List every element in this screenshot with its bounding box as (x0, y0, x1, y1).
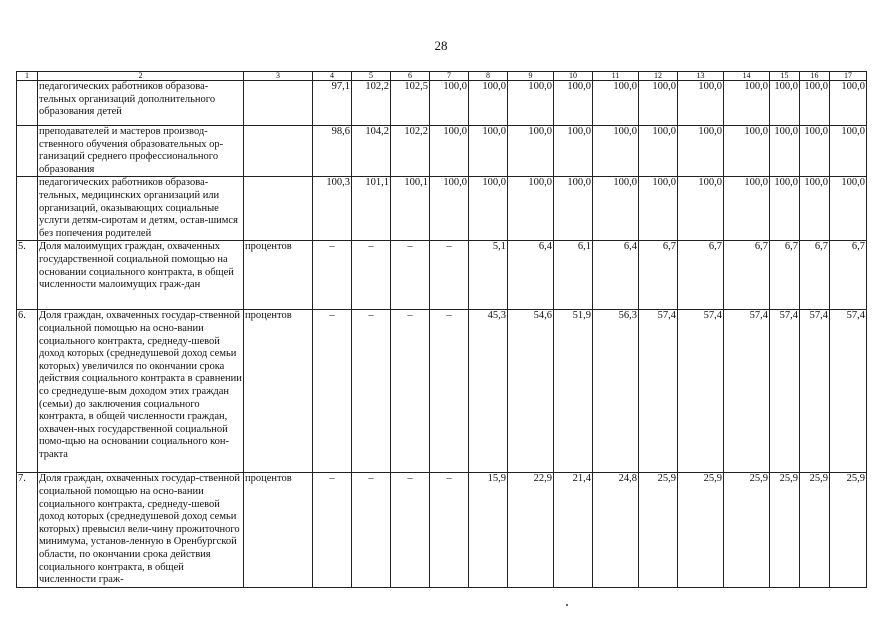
value-cell: 25,9 (770, 473, 800, 587)
value-cell: 100,0 (508, 81, 554, 126)
row-index (17, 126, 38, 177)
value-cell: 100,0 (554, 81, 593, 126)
header-cell: 4 (313, 72, 352, 81)
value-cell: 25,9 (830, 473, 867, 587)
value-cell: 100,0 (639, 177, 678, 241)
header-cell: 11 (593, 72, 639, 81)
value-cell: 25,9 (724, 473, 770, 587)
value-cell: 100,0 (554, 126, 593, 177)
value-cell: 100,0 (469, 177, 508, 241)
value-cell: 57,4 (724, 310, 770, 473)
value-cell: 100,0 (800, 126, 830, 177)
value-cell: 102,5 (391, 81, 430, 126)
header-cell: 3 (244, 72, 313, 81)
unit-cell: процентов (244, 473, 313, 587)
indicator-name: педагогических работников образова-тельных, медицинских организаций или организаций, оказывающих социальные услуги детям-сиротам и детям, остав-шимся без попечения родителей (38, 177, 244, 241)
value-cell: 100,0 (724, 126, 770, 177)
value-cell: 100,0 (639, 81, 678, 126)
indicator-name: Доля граждан, охваченных государ-ственной социальной помощью на осно-вании социального контракта, среднеду-шевой доход которых (среднедушевой доход семьи которых) увеличился по окончании срока действия социального контракта в сравнении со среднедуше-вым доходом этих граждан (семьи) до заключения социального контракта, в общей численности граждан, охвачен-ных государственной социальной помо-щью на основании социального кон-тракта (38, 310, 244, 473)
value-cell: 100,0 (593, 177, 639, 241)
value-cell: 100,0 (593, 81, 639, 126)
value-cell: 57,4 (770, 310, 800, 473)
value-cell: – (313, 310, 352, 473)
unit-cell: процентов (244, 241, 313, 310)
value-cell: 25,9 (639, 473, 678, 587)
indicator-name: Доля граждан, охваченных государ-ственной социальной помощью на осно-вании социального контракта, среднеду-шевой доход которых (среднедушевой доход семьи которых) превысил вели-чину прожиточного минимума, установ-ленную в Оренбургской области, по окончании срока действия социального контракта, в общей численности граж- (38, 473, 244, 587)
table-row (17, 126, 867, 177)
table-row (17, 81, 867, 126)
value-cell: 100,0 (678, 177, 724, 241)
value-cell: – (391, 310, 430, 473)
value-cell: 56,3 (593, 310, 639, 473)
value-cell: 100,0 (469, 126, 508, 177)
value-cell: 100,0 (770, 81, 800, 126)
header-cell: 14 (724, 72, 770, 81)
value-cell: 21,4 (554, 473, 593, 587)
value-cell: 51,9 (554, 310, 593, 473)
value-cell: 102,2 (352, 81, 391, 126)
value-cell: – (352, 473, 391, 587)
value-cell: 57,4 (830, 310, 867, 473)
value-cell: 102,2 (391, 126, 430, 177)
value-cell: 100,0 (830, 126, 867, 177)
header-cell: 7 (430, 72, 469, 81)
row-index: 5. (17, 241, 38, 310)
value-cell: 100,0 (430, 177, 469, 241)
value-cell: 98,6 (313, 126, 352, 177)
value-cell: – (391, 241, 430, 310)
row-index (17, 177, 38, 241)
indicator-name: преподавателей и мастеров производ-ственного обучения образовательных ор-ганизаций среднего профессионального образования (38, 126, 244, 177)
value-cell: 100,0 (800, 177, 830, 241)
unit-cell (244, 81, 313, 126)
unit-cell (244, 126, 313, 177)
table-row (17, 310, 867, 473)
value-cell: 6,7 (830, 241, 867, 310)
value-cell: 104,2 (352, 126, 391, 177)
value-cell: 100,0 (770, 126, 800, 177)
value-cell: 100,0 (830, 81, 867, 126)
value-cell: 6,4 (508, 241, 554, 310)
value-cell: 100,0 (593, 126, 639, 177)
value-cell: 100,0 (724, 177, 770, 241)
header-cell: 17 (830, 72, 867, 81)
value-cell: 100,0 (724, 81, 770, 126)
value-cell: 25,9 (678, 473, 724, 587)
value-cell: 25,9 (800, 473, 830, 587)
value-cell: 15,9 (469, 473, 508, 587)
value-cell: 100,0 (678, 126, 724, 177)
value-cell: – (352, 310, 391, 473)
value-cell: 100,0 (770, 177, 800, 241)
value-cell: – (313, 473, 352, 587)
value-cell: 100,0 (639, 126, 678, 177)
header-cell: 15 (770, 72, 800, 81)
value-cell: 100,0 (554, 177, 593, 241)
value-cell: 24,8 (593, 473, 639, 587)
stray-mark (566, 604, 568, 606)
value-cell: 100,3 (313, 177, 352, 241)
header-cell: 13 (678, 72, 724, 81)
row-index: 6. (17, 310, 38, 473)
table-row (17, 177, 867, 241)
header-cell: 6 (391, 72, 430, 81)
indicator-name: Доля малоимущих граждан, охваченных государственной социальной помощью на основании социального контракта, в общей численности малоимущих граж-дан (38, 241, 244, 310)
table-row (17, 473, 867, 587)
value-cell: 45,3 (469, 310, 508, 473)
header-cell: 8 (469, 72, 508, 81)
value-cell: 57,4 (800, 310, 830, 473)
header-cell: 10 (554, 72, 593, 81)
header-cell: 16 (800, 72, 830, 81)
value-cell: 6,1 (554, 241, 593, 310)
row-index: 7. (17, 473, 38, 587)
value-cell: 97,1 (313, 81, 352, 126)
value-cell: – (430, 310, 469, 473)
value-cell: 57,4 (678, 310, 724, 473)
value-cell: – (352, 241, 391, 310)
value-cell: 22,9 (508, 473, 554, 587)
value-cell: 6,7 (639, 241, 678, 310)
value-cell: 54,6 (508, 310, 554, 473)
header-row (17, 72, 867, 81)
value-cell: – (391, 473, 430, 587)
value-cell: 100,1 (391, 177, 430, 241)
value-cell: 100,0 (430, 81, 469, 126)
header-cell: 2 (38, 72, 244, 81)
value-cell: 100,0 (678, 81, 724, 126)
value-cell: – (430, 241, 469, 310)
value-cell: 5,1 (469, 241, 508, 310)
value-cell: 101,1 (352, 177, 391, 241)
value-cell: 100,0 (430, 126, 469, 177)
page-number: 28 (434, 38, 448, 53)
value-cell: 6,7 (800, 241, 830, 310)
value-cell: – (430, 473, 469, 587)
value-cell: – (313, 241, 352, 310)
value-cell: 100,0 (800, 81, 830, 126)
value-cell: 100,0 (508, 177, 554, 241)
row-index (17, 81, 38, 126)
value-cell: 6,7 (724, 241, 770, 310)
unit-cell (244, 177, 313, 241)
unit-cell: процентов (244, 310, 313, 473)
value-cell: 100,0 (508, 126, 554, 177)
header-cell: 1 (17, 72, 38, 81)
header-cell: 9 (508, 72, 554, 81)
value-cell: 6,4 (593, 241, 639, 310)
value-cell: 57,4 (639, 310, 678, 473)
value-cell: 6,7 (770, 241, 800, 310)
header-cell: 12 (639, 72, 678, 81)
value-cell: 6,7 (678, 241, 724, 310)
table-row (17, 241, 867, 310)
indicator-name: педагогических работников образова-тельных организаций дополнительного образования детей (38, 81, 244, 126)
value-cell: 100,0 (469, 81, 508, 126)
header-cell: 5 (352, 72, 391, 81)
value-cell: 100,0 (830, 177, 867, 241)
indicators-table (16, 71, 867, 588)
